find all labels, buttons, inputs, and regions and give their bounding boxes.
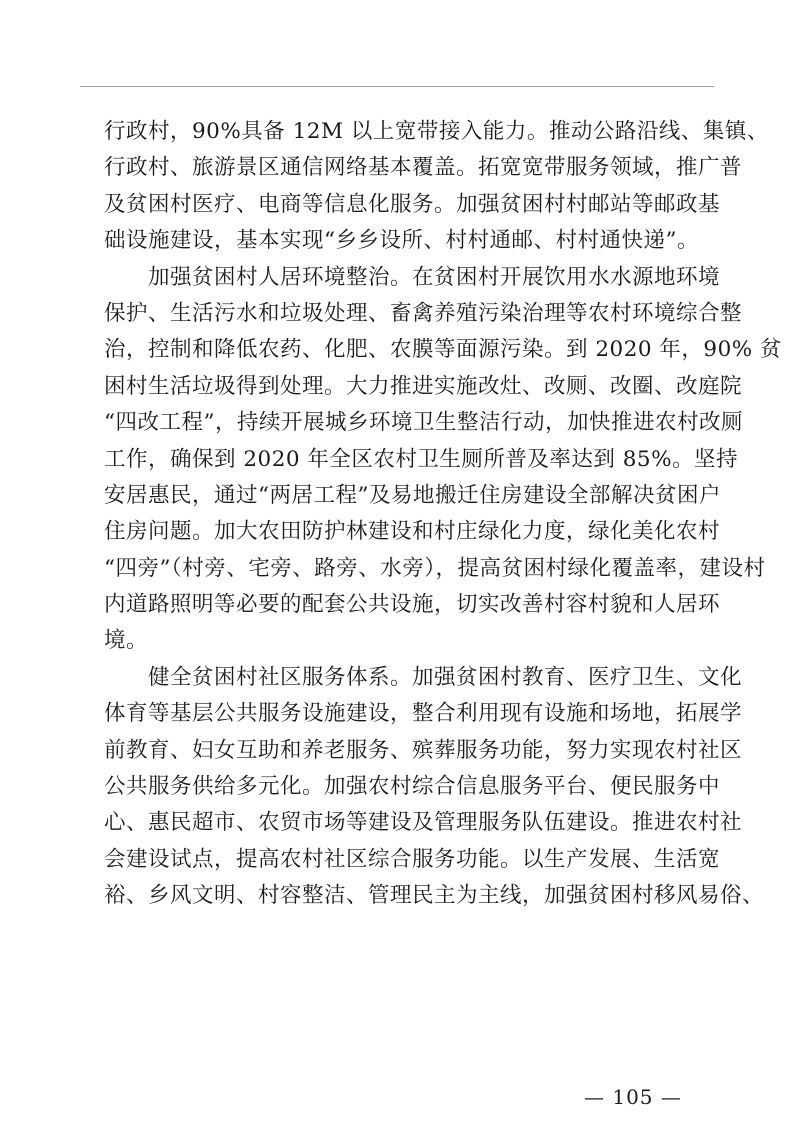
text-line: 体育等基层公共服务设施建设，整合利用现有设施和场地，拓展学: [104, 701, 743, 727]
text-line: 境。: [104, 628, 149, 654]
text-line: 行政村、旅游景区通信网络基本覆盖。拓宽宽带服务领域，推广普: [104, 155, 743, 181]
text-line: 工作，确保到 2020 年全区农村卫生厕所普及率达到 85%。坚持: [104, 446, 739, 472]
paragraph-first-line: 健全贫困村社区服务体系。加强贫困村教育、医疗卫生、文化: [148, 664, 743, 690]
header-rule: [80, 86, 714, 87]
text-line: 住房问题。加大农田防护林建设和村庄绿化力度，绿化美化农村: [104, 519, 721, 545]
text-line: 心、惠民超市、农贸市场等建设及管理服务队伍建设。推进农村社: [104, 810, 743, 836]
text-line: “四旁”（村旁、宅旁、路旁、水旁），提高贫困村绿化覆盖率，建设村: [104, 555, 766, 581]
text-line: 行政村，90%具备 12M 以上宽带接入能力。推动公路沿线、集镇、: [104, 119, 769, 144]
text-line: 内道路照明等必要的配套公共设施，切实改善村容村貌和人居环: [104, 592, 721, 618]
text-line: 会建设试点，提高农村社区综合服务功能。以生产发展、生活宽: [104, 846, 721, 872]
text-line: 公共服务供给多元化。加强农村综合信息服务平台、便民服务中: [104, 774, 721, 800]
text-line: 及贫困村医疗、电商等信息化服务。加强贫困村村邮站等邮政基: [104, 191, 721, 217]
text-line: 保护、生活污水和垃圾处理、畜禽养殖污染治理等农村环境综合整: [104, 300, 743, 326]
text-line: 安居惠民，通过“两居工程”及易地搬迁住房建设全部解决贫困户: [104, 482, 721, 508]
text-line: 治，控制和降低农药、化肥、农膜等面源污染。到 2020 年，90% 贫: [104, 337, 783, 363]
text-line: 裕、乡风文明、村容整洁、管理民主为主线，加强贫困村移风易俗、: [104, 883, 765, 909]
text-line: “四改工程”，持续开展城乡环境卫生整洁行动，加快推进农村改厕: [104, 410, 743, 436]
text-line: 前教育、妇女互助和养老服务、殡葬服务功能，努力实现农村社区: [104, 737, 743, 763]
page-number: — 105 —: [584, 1085, 682, 1109]
paragraph-first-line: 加强贫困村人居环境整治。在贫困村开展饮用水水源地环境: [148, 264, 721, 290]
text-line: 困村生活垃圾得到处理。大力推进实施改灶、改厕、改圈、改庭院: [104, 373, 743, 399]
text-line: 础设施建设，基本实现“乡乡设所、村村通邮、村村通快递”。: [104, 228, 699, 254]
body-text: [104, 114, 783, 915]
